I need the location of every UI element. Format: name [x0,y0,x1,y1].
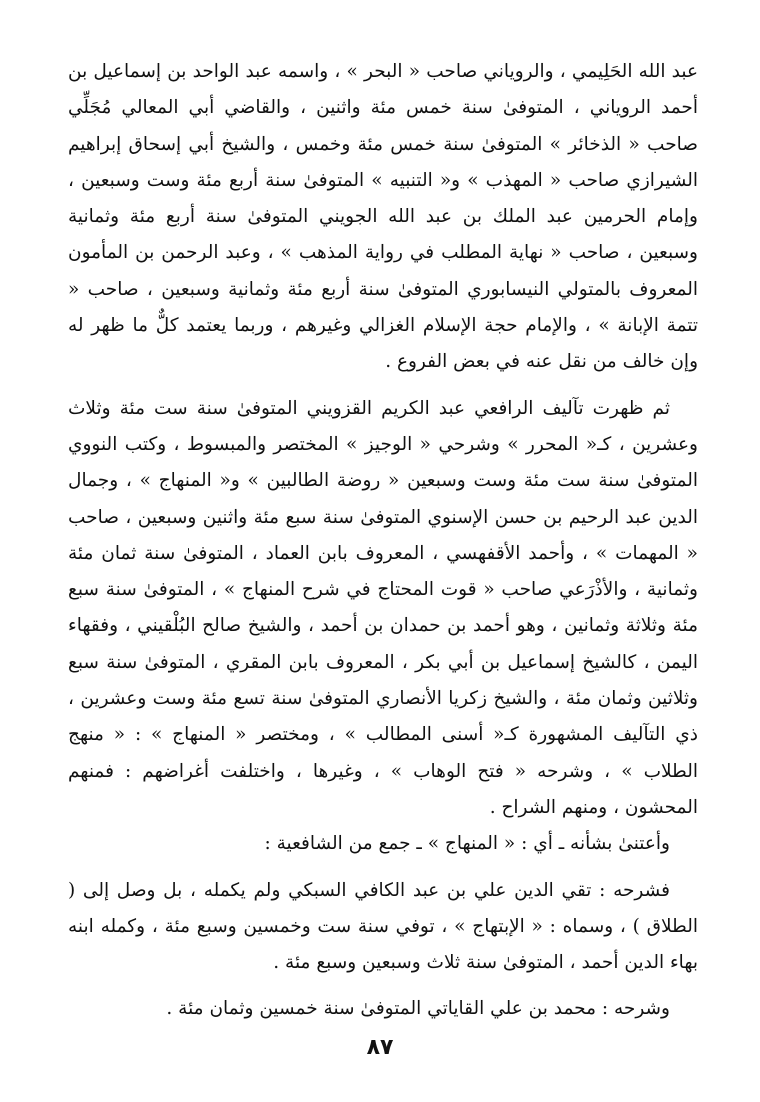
paragraph-2: ثم ظهرت تآليف الرافعي عبد الكريم القزويني المتوفىٰ سنة ست مئة وثلاث وعشرين ، كـ« المحرر » وشرحي « الوجيز » المختصر والمبسوط ، وكتب النووي المتوفىٰ سنة ست مئة وست وسبعين « روضة الطالبين » و« المنهاج » ، وجمال الدين عبد الرحيم بن حسن الإسنوي المتوفىٰ سنة سبع مئة واثنين وسبعين ، صاحب « المهمات » ، وأحمد الأقفهسي ، المعروف بابن العماد ، المتوفىٰ سنة ثمان مئة وثمانية ، والأذْرَعي صاحب « قوت المحتاج في شرح المنهاج » ، المتوفىٰ سنة سبع مئة وثلاثة وثمانين ، وهو أحمد بن حمدان بن أحمد ، والشيخ صالح البُلْقيني ، وفقهاء اليمن ، كالشيخ إسماعيل بن أبي بكر ، المعروف بابن المقري ، المتوفىٰ سنة سبع وثلاثين وثمان مئة ، والشيخ زكريا الأنصاري المتوفىٰ سنة تسع مئة وست وعشرين ، ذي التآليف المشهورة كـ« أسنى المطالب » ، ومختصر « المنهاج » : « منهج الطلاب » ، وشرحه « فتح الوهاب » ، وغيرها ، واختلفت أغراضهم : فمنهم المحشون ، ومنهم الشراح . [68,397,698,818]
paragraph-1: عبد الله الحَلِيمي ، والروياني صاحب « البحر » ، واسمه عبد الواحد بن إسماعيل بن أحمد الروياني ، المتوفىٰ سنة خمس مئة واثنين ، والقاضي أبي المعالي مُجَلِّي صاحب « الذخائر » المتوفىٰ سنة خمس مئة وخمس ، والشيخ أبي إسحاق إبراهيم الشيرازي صاحب « المهذب » و« التنبيه » المتوفىٰ سنة أربع مئة وست وسبعين ، وإمام الحرمين عبد الملك بن عبد الله الجويني المتوفىٰ سنة أربع مئة وثمانية وسبعين ، صاحب « نهاية المطلب في رواية المذهب » ، وعبد الرحمن بن المأمون المعروف بالمتولي النيسابوري المتوفىٰ سنة أربع مئة وثمانية وسبعين ، صاحب « تتمة الإبانة » ، والإمام حجة الإسلام الغزالي وغيرهم ، وربما يعتمد كلٌّ ما ظهر له وإن خالف من نقل عنه في بعض الفروع . [68,61,698,373]
paragraph-3: وأعتنىٰ بشأنه ـ أي : « المنهاج » ـ جمع من الشافعية : [264,833,670,855]
paragraph-5: وشرحه : محمد بن علي القاياتي المتوفىٰ سنة خمسين وثمان مئة . [166,998,670,1020]
page-number: ٨٧ [366,1035,394,1060]
page-body [68,54,698,1028]
paragraph-4: فشرحه : تقي الدين علي بن عبد الكافي السبكي ولم يكمله ، بل وصل إلى ( الطلاق ) ، وسماه : « الإبتهاج » ، توفي سنة ست وخمسين وسبع مئة ، وكمله ابنه بهاء الدين أحمد ، المتوفىٰ سنة ثلاث وسبعين وسبع مئة . [68,879,698,974]
